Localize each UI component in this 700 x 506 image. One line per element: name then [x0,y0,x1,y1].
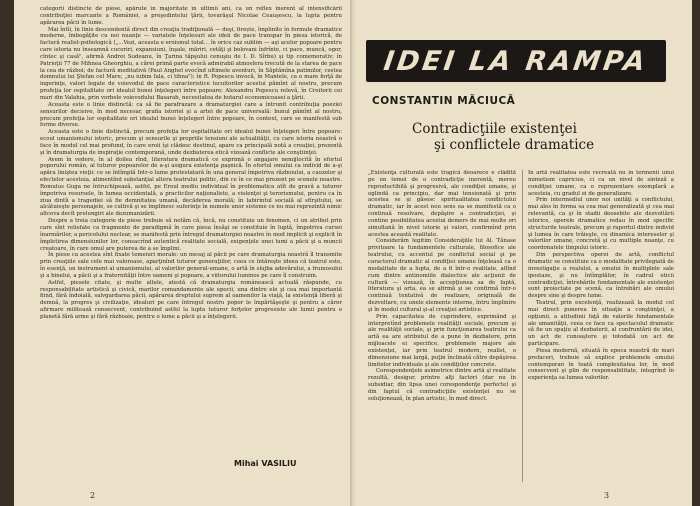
binding-edge-left [0,0,14,506]
paragraph: Prin intermediul unor noi unităţi a conflictului, mai ales în forma sa cea mai generalizată şi cea mai relevantă, ca şi în stadii deosebite ale dezvoltării istorice, operele dramatice redau în mod specific structurile teatrale, precum şi raportul dintre individ şi lumea în care trăieşte, cu dinamica intereselor şi valorilor umane, concretă şi cu multiple nuanţe, cu coordonatele timpului istoric. [528,197,674,252]
right-article-column-2 [528,170,674,488]
paragraph: „Existenţa culturală este tragică deoarece e clădită pe un temei de o contradicţie inerentă, mereu reproductibilă şi progresivă, ale condiţiei umane, şi oglindă ca principiu, dar mai tensionată şi prin acestea se şi găsesc spiritualitatea conflictului dramatic, iar în acest nou sens ea se manifestă ca o continuă resolvare, depăşire a contradicţiei, şi contine posibilitatea acestui demers de mai multe ori simultană în nivel istorie şi valori, confirmînd prin acestea această realitate. [368,170,516,238]
paragraph: Avem în vedere, în al doilea rînd, literatura dramatică ce exprimă o angajare nemijlocită în efortul poporului român, al tuturor popoarelor de a-şi asigura existenţa paşnică. În efortul omului ca individ de a-şi apăra liniştea vieţii: ce se întîmplă Intr-o lume protestatară în una general împotriva războiului, a cauzelor şi efectelor acestuia, alimentînd substanţial altera teatrului politic, din ce în ce mai prezent pe scenele noastre. Romulus Guga ne întruchipează, astfel, pe Eroul mediu individual în problematica atît de gravă a tuturor împotriva resursele, în lumea occidentală, a practicilor naţionaliste, a violenţei şi terorismului, pentru ca în ziua dintîi a tragediei să fie demnitatea umană, decăderea morală; în labirintul socială al sfîrşitului, se alcătuieşte personajele, se cultivă şi se împlinesc suferinţe în numele unor sisteme ce nu mai reprezintă nimic altceva decît prelungiri ale dezumanizării. [40,156,342,218]
paragraph: Aceasta este o linie distinctă, precum profeţia lor ospitalitate ori idealul bunei înţelegeri între popoare: ecoul umanismului istoric, precum şi sensurile şi propriile tensiuni ale actualităţii, cu care istoria noastră o face în modul cel mai profund, în care eroii îşi clădesc destinul, apare ca principală notă a creaţiei, prezentă şi în dramaturgia de inspiraţie contemporană, unde dezbaterea etică vizează conflicte ale conştiinţei. [40,129,342,156]
paragraph: Despre a treia categorie de piese trebuie să notăm că, încă, nu constituie un fenomen, ci un atribut prin care sînt reliefate ca fragmente de paradigmă în care piesa însăşi se constituie în luptă, împotriva cursei înarmărilor, a pericolului nuclear, se manifestă prin întregul dramaturgiei noastre în mod implicit şi explicit în împletirea dimensiunilor lor, consacrînd autentică realitate socială, exigenţele unei lumi a păcii şi a muncii creatoare, în care omul are puterea de a se împlini. [40,218,342,252]
article-title-line: Contradicţiile existenţei [412,121,577,137]
paragraph: În piese ca acestea sînt fixate temeiuri morale: un mesaj al păcii pe care dramaturgia noastră îl transmite prin creaţiile sale cele mai valoroase, aparţinînd tuturor generaţiilor, ceea ce întăreşte ideea că teatrul este, în esenţă, un instrument al umanismului, al valorilor general-umane, o artă în slujba adevărului, a frumosului şi a binelui, a păcii şi a fraternităţii între oameni şi popoare, a viitorului luminos pe care îl construim. [40,252,342,279]
paragraph: Din perspectiva operei de artă, conflictul dramatic se constituie ca o modalitate privilegiată de investigaţie a realului, a omului în multiplele sale ipostaze, şi nu întîmplător, în cadrul eticii contradicţiei, întrebările fundamentale ale existenţei sunt proiectate pe scenă, ca întrebări ale omului despre sine şi despre lume. [528,252,674,300]
paragraph: categorii distincte de piese, apărute în majoritate în ultimii ani, ca un reflex inerent al intensificării contribuţiei marcante a României, a preşedintelui ţării, tovarăşul Nicolae Ceauşescu, la lupta pentru apărarea păcii în lume. [40,6,342,26]
article-author: CONSTANTIN MĂCIUCĂ [372,95,516,107]
section-banner-title: IDEI LA RAMPA [382,45,650,77]
article-title-line: şi conflictele dramatice [434,137,595,153]
paragraph: Piesa modernă, situată în epoca noastră de mari prefaceri, trebuie să explice problemele omului contemporan în toată complexitatea lor, în mod consecvent şi plin de responsabilitate, integrînd în experienţa sa lumea valorilor. [528,347,674,382]
binding-edge-right [692,0,700,506]
author-signature: Mihai VASILIU [234,459,297,468]
right-page [356,0,692,506]
paragraph: Mai întîi, în linie descendentă direct din creaţia tradiţională — deşi, firește, împlinite în formule dramatice moderne, îmbogăţite cu noi nuanţe — variatele înţelesuri ale ideii de pace transpar în piesa istorică, de factură realist-psihologică („...Vezi, aceasta e eroismul total... în orice caz sublim — aşi acelor popoare pentru care istoria nu înseamnă cuceriri, expansiuni, înşale, măriri, cetăţi şi bolovani înfrînte, ci pace, muncă, ogor, cîntec şi casă", afirmă Andrei Sudeanu, în Ţarina tăpşului cenuşiu de I. D. Sîrbu) şi tip comemorativ; în Patrioţii 77 de Mihnea Gheorghiu, a cărei primă parte evocă admirabil atmosfera trecută de la starea de pace la cea de război; de factură meditativă (Paul Anghel evocînd ultimele aventuri, în Săptămîna patimilor, cestea domnului lui Ştefan cel Mare; „nu iubim fala, ci tihna"); în R. Popescu invocă, în Mantele, ca o mare forţă de ingerinţe, valori legate de voievodul de pace caracteristice locuitorilor acestui pămînt al nostru, precum profeţia lor ospitalitate ori idealul bunei înţelegeri între popoare; Alexandru Popescu relevă, în Croitorii cei mari din Valahia, prin vorbele voievodului Basarab, necesitatea de hotarul economicoasei a ţării. [40,26,342,101]
left-page [14,0,354,506]
paragraph: În artă realitatea este recreată nu în termenii unui mimetism capricios, ci ca un nivel de sinteză a condiţiei umane, ca o reprezentare exemplară a acesteia, cu gradul ei de generalizare. [528,170,674,197]
paragraph: Aceasta este o linie distinctă: ca să fie parafrazare a dramaturgiei care a întrunit contribuţia poeziei sensurilor decisive, în mod necesar, grafia istoriei şi a artei de pace universală: bunul pămînt al nostru, precum profeţia lor ospitalitate ori idealul bunei înţelegeri între popoare, în context, care se manifestă sub forme diverse. [40,101,342,129]
paragraph: Considerăm legitim Consideraţiile lui Al. Tănase privitoare la fundamentele culturale, filosofice ale teatrului, cu accentul pe conflictul social şi pe caracterul dramatic al condiţiei umane înţeleasă ca o modalitate de a lupta, de a fi într-o realitate, aflînd cum dintre antinomiile dialectice ale acţiunii de cultură — vizează, în accepţiunea sa de faptă, literatura şi arta, ea se afirmă şi se confirmă într-o continuă tentativă de realizare, originală de dezvoltare, cu unele elemente interne, întru împlinire şi în modul cultural şi-al creaţiei artistice. [368,238,516,313]
page-number-right: 3 [604,491,610,500]
paragraph: Teatrul, prin excelenţă, realizează la modul cel mai direct punerea în situaţie a conştiinţei, a opţiunii, a atitudinii faţă de valorile fundamentale ale umanităţii, ceea ce face ca spectacolul dramatic să fie un spaţiu al dezbaterii, al confruntării de idei, un act de cunoaştere şi totodată un act de participare. [528,300,674,348]
paragraph: Corespondenţele asimetrice dintre artă şi realitate rezultă, desigur, printre alţi factori (dar nu în subsidiar, din lipsa unei corespondenţe perfecte) şi din faptul că contradicţiile existenţei nu se soluţionează, în plan artistic, în mod direct. [368,368,516,402]
left-article-column [40,6,342,458]
column-divider [522,170,523,482]
section-banner [366,40,666,82]
article-title [412,121,612,153]
paragraph: Prin capacitatea de cuprindere, exprimând şi interpretînd problemele realităţii sociale, precum şi ale realităţii sociale, şi prin funcţionarea teatrului ca artă ea are atributul de a pune în dezbatere, prin mijloacele ei specifice, problemele majore ale existenţei, iar prin teatrul modern, realist, o dimensiune mai largă, puţin înclinată către depăşirea limitelor individuale şi ale condiţiilor concrete. [368,313,516,368]
paragraph: Astfel, piesele citate, şi multe altele, atestă că dramaturgia românească actuală răspunde, cu responsabilitate artistică şi civică, marilor comandamente ale epocii, una dintre ele şi cea mai importantă fiind, fără îndoială, salvgardarea păcii, apărarea dreptului suprem al oamenilor la viaţă, la existenţă liberă şi demnă, la progres şi civilizaţie, idealuri pe care întregul nostru popor le împărtăşeşte şi pentru a căror afirmare militează consecvent, contribuind astfel la lupta tuturor forţelor progresiste ale lumii pentru o planetă fără arme şi fără războaie, pentru o lume a păcii şi a înţelegerii. [40,279,342,320]
page-number-left: 2 [90,491,96,500]
right-article-column-1 [368,170,516,488]
